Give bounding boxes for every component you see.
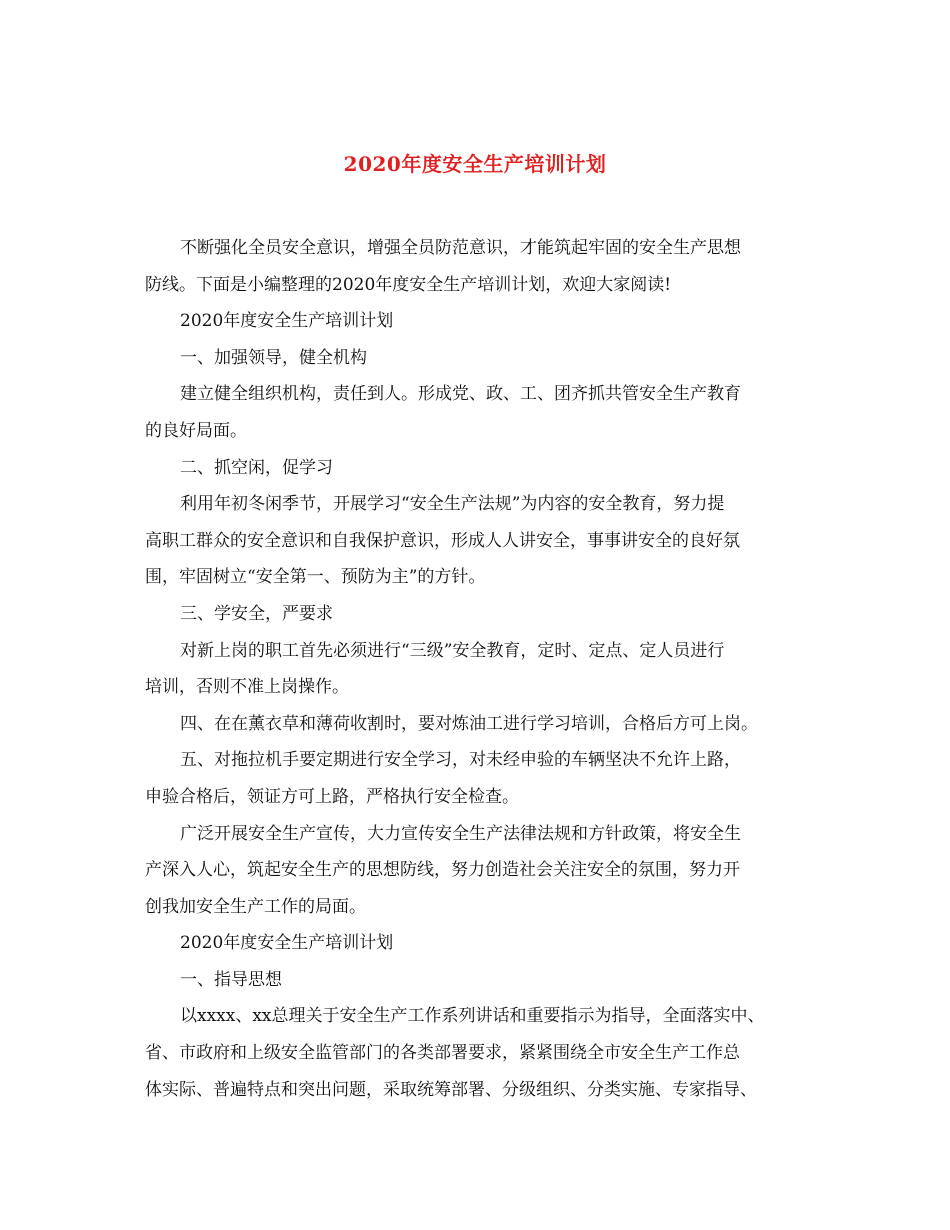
section-heading: 三、学安全，严要求 [180,603,333,624]
document-body [145,230,825,1108]
document-title: 2020年度安全生产培训计划 [343,152,607,176]
text-line: 培训，否则不准上岗操作。 [145,677,349,698]
section-heading: 二、抓空闲，促学习 [180,457,333,478]
text-line: 对新上岗的职工首先必须进行“三级”安全教育，定时、定点、定人员进行 [180,640,725,661]
text-line: 利用年初冬闲季节，开展学习“安全生产法规”为内容的安全教育，努力提 [180,494,725,515]
text-line: 广泛开展安全生产宣传，大力宣传安全生产法律法规和方针政策，将安全生 [180,823,741,844]
text-line: 产深入人心，筑起安全生产的思想防线，努力创造社会关注安全的氛围，努力开 [145,860,740,881]
section-heading: 一、指导思想 [180,969,282,990]
text-line: 高职工群众的安全意识和自我保护意识，形成人人讲安全，事事讲安全的良好氛 [145,530,740,551]
text-line: 体实际、普遍特点和突出问题，采取统筹部署、分级组织、分类实施、专家指导、 [145,1079,757,1100]
text-line: 创我加安全生产工作的局面。 [145,896,366,917]
text-line: 五、对拖拉机手要定期进行安全学习，对未经申验的车辆坚决不允许上路， [180,750,741,771]
section-heading: 一、加强领导，健全机构 [180,347,367,368]
text-line: 四、在在薰衣草和薄荷收割时，要对炼油工进行学习培训，合格后方可上岗。 [180,713,758,734]
text-line: 省、市政府和上级安全监管部门的各类部署要求，紧紧围绕全市安全生产工作总 [145,1043,740,1064]
text-line: 申验合格后，领证方可上路，严格执行安全检查。 [145,786,519,807]
text-line: 防线。下面是小编整理的2020年度安全生产培训计划，欢迎大家阅读! [145,274,672,295]
section-heading: 2020年度安全生产培训计划 [180,311,394,332]
text-line: 不断强化全员安全意识，增强全员防范意识，才能筑起牢固的安全生产思想 [180,238,741,258]
text-line: 的良好局面。 [145,420,247,441]
text-line: 建立健全组织机构，责任到人。形成党、政、工、团齐抓共管安全生产教育 [180,384,741,405]
text-line: 围，牢固树立“安全第一、预防为主”的方针。 [145,567,486,588]
section-heading: 2020年度安全生产培训计划 [180,933,394,954]
text-line: 以xxxx、xx总理关于安全生产工作系列讲话和重要指示为指导，全面落实中、 [180,1006,765,1027]
